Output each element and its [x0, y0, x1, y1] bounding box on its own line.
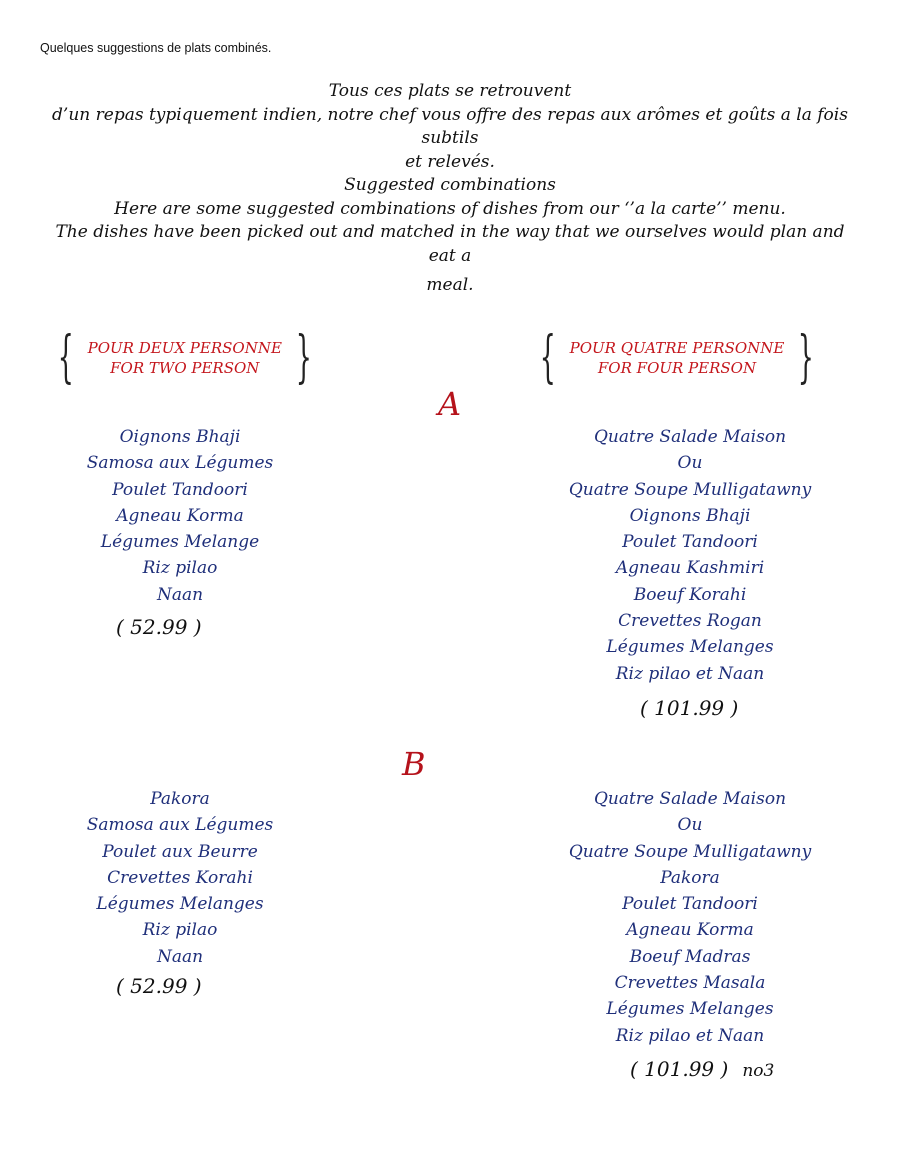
intro-line: Here are some suggested combinations of dishes from our ‘’a la carte’’ menu.: [114, 198, 786, 219]
section-letter-a: A: [438, 385, 462, 423]
menu-item: Crevettes Masala: [614, 973, 766, 994]
menu-item: Poulet Tandoori: [622, 894, 758, 915]
left-brace: {: [57, 325, 74, 390]
menu-a-two: [60, 424, 300, 608]
menu-item: Quatre Salade Maison: [593, 427, 787, 447]
price-a-four: ( 101.99 ): [640, 696, 739, 720]
header-two-person: [48, 325, 322, 390]
menu-item: Poulet aux Beurre: [102, 841, 258, 862]
right-brace: }: [295, 325, 312, 390]
header-en: FOR FOUR PERSON: [597, 359, 757, 377]
right-brace: }: [798, 325, 815, 390]
menu-item: Ou: [677, 453, 703, 474]
price-b-four: [630, 1056, 774, 1084]
header-four-person: [530, 325, 824, 390]
menu-item: Pakora: [150, 789, 210, 809]
menu-item: Oignons Bhaji: [629, 505, 751, 526]
intro-text: [40, 80, 860, 298]
menu-a-four: [540, 424, 840, 687]
intro-line: The dishes have been picked out and matched in the way that we ourselves would plan and eat a: [55, 222, 845, 266]
intro-line: meal.: [426, 275, 474, 295]
intro-line: Suggested combinations: [344, 175, 556, 195]
menu-item: Légumes Melanges: [606, 637, 774, 658]
menu-item: Naan: [156, 584, 204, 605]
menu-item: Riz pilao et Naan: [615, 663, 765, 684]
header-fr: POUR DEUX PERSONNE: [87, 339, 282, 357]
price-b-two: ( 52.99 ): [116, 974, 202, 998]
intro-line: d’un repas typiquement indien, notre chef vous offre des repas aux arômes et goûts a la fois subtils: [52, 104, 848, 148]
menu-item: Samosa aux Légumes: [86, 815, 274, 836]
menu-item: Naan: [156, 946, 204, 967]
menu-item: Quatre Soupe Mulligatawny: [568, 479, 812, 500]
menu-b-four: [540, 786, 840, 1049]
menu-item: Agneau Kashmiri: [615, 558, 765, 579]
price-a-two: ( 52.99 ): [116, 615, 202, 639]
menu-item: Poulet Tandoori: [112, 479, 248, 500]
menu-item: Légumes Melanges: [96, 894, 264, 915]
menu-item: Riz pilao: [142, 920, 218, 941]
price-value: ( 101.99 ): [630, 1057, 729, 1081]
top-note: Quelques suggestions de plats combinés.: [40, 41, 272, 55]
menu-item: Quatre Soupe Mulligatawny: [568, 841, 812, 862]
intro-line: Tous ces plats se retrouvent: [328, 81, 572, 101]
menu-b-two: [55, 786, 305, 970]
menu-item: Boeuf Madras: [629, 946, 751, 967]
menu-item: Crevettes Rogan: [618, 611, 762, 632]
header-labels: [84, 338, 286, 378]
menu-item: Poulet Tandoori: [622, 532, 758, 553]
menu-item: Boeuf Korahi: [633, 584, 747, 605]
menu-item: Pakora: [660, 867, 720, 888]
menu-item: Agneau Korma: [626, 920, 754, 941]
left-brace: {: [539, 325, 556, 390]
header-fr: POUR QUATRE PERSONNE: [569, 339, 785, 357]
header-en: FOR TWO PERSON: [110, 359, 260, 377]
menu-item: Crevettes Korahi: [107, 867, 253, 888]
reference-number: no3: [742, 1061, 775, 1081]
menu-item: Riz pilao: [142, 558, 218, 579]
menu-item: Ou: [677, 815, 703, 836]
header-labels: [566, 338, 789, 378]
menu-item: Samosa aux Légumes: [86, 453, 274, 474]
menu-item: Légumes Melange: [100, 532, 260, 553]
menu-item: Oignons Bhaji: [119, 427, 241, 447]
menu-item: Légumes Melanges: [606, 999, 774, 1020]
menu-item: Quatre Salade Maison: [593, 789, 787, 809]
menu-item: Riz pilao et Naan: [615, 1025, 765, 1046]
intro-line: et relevés.: [405, 151, 495, 172]
menu-item: Agneau Korma: [116, 505, 244, 526]
section-letter-b: B: [402, 745, 426, 783]
